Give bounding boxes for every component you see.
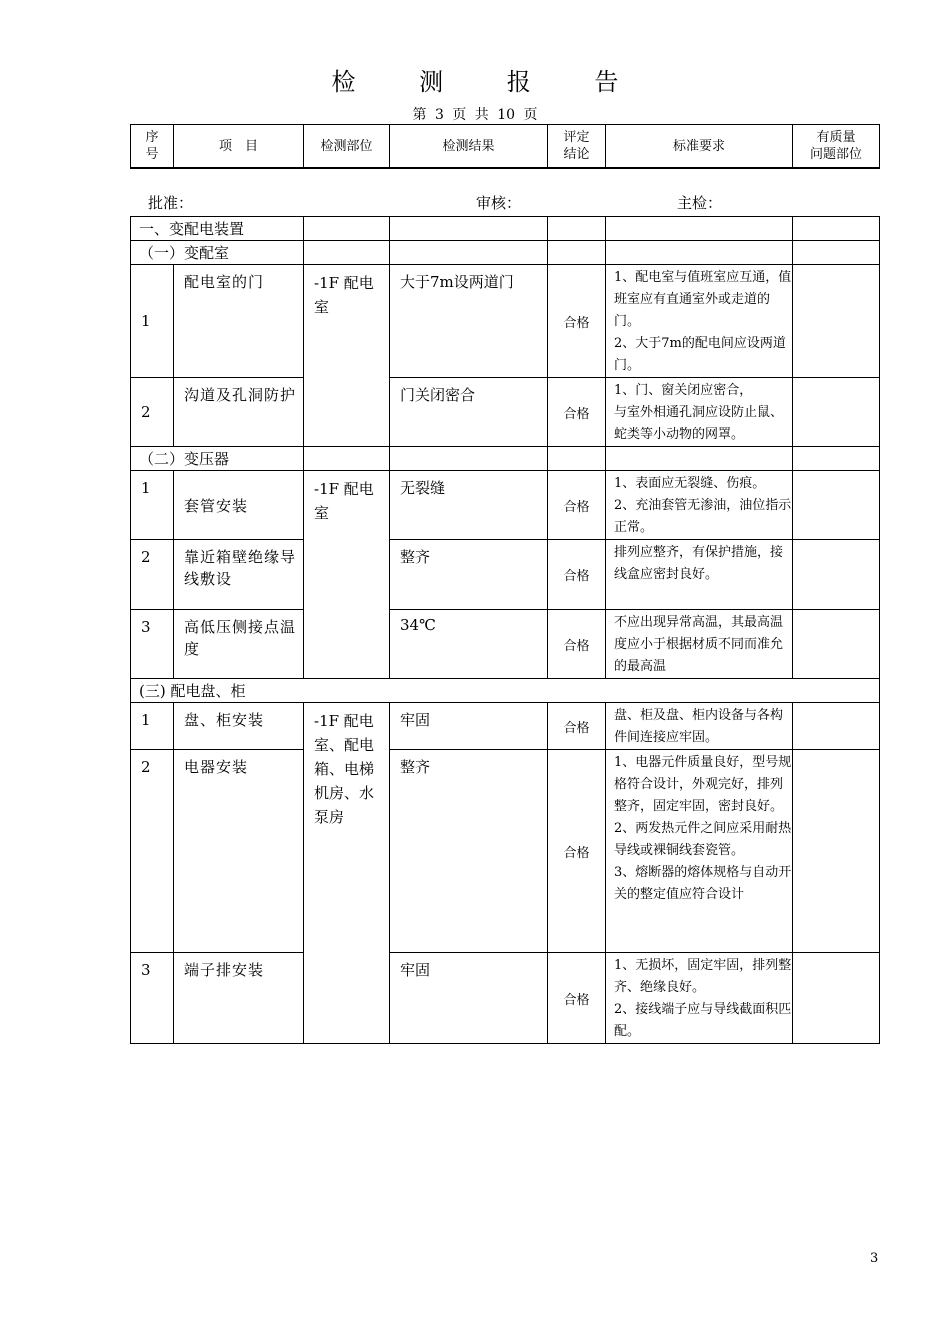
row-issue: [793, 610, 880, 679]
header-rating: 评定 结论: [548, 125, 606, 169]
table-row: [131, 610, 880, 679]
row-item: 套管安装: [174, 471, 304, 540]
row-item: 配电室的门: [174, 265, 304, 378]
row-result: 整齐: [390, 750, 548, 953]
row-location: -1F 配电室: [304, 471, 390, 679]
row-issue: [793, 265, 880, 378]
row-number: 3: [131, 953, 174, 1044]
row-rating: 合格: [548, 610, 606, 679]
table-row: [131, 703, 880, 750]
row-issue: [793, 471, 880, 540]
row-item: 电器安装: [174, 750, 304, 953]
inspection-table: [130, 216, 880, 1044]
row-number: 1: [131, 471, 174, 540]
row-rating: 合格: [548, 265, 606, 378]
row-result: 牢固: [390, 953, 548, 1044]
page-info: 第 3 页 共 10 页: [412, 107, 538, 123]
header-table: [130, 124, 880, 169]
row-number: 2: [131, 378, 174, 447]
table-row: [131, 540, 880, 610]
row-item: 端子排安装: [174, 953, 304, 1044]
row-item: 沟道及孔洞防护: [174, 378, 304, 447]
header-issue: 有质量 问题部位: [793, 125, 880, 169]
table-row: [131, 471, 880, 540]
row-standard: 不应出现异常高温，其最高温度应小于根据材质不同而准允的最高温: [606, 610, 793, 679]
row-issue: [793, 750, 880, 953]
row-standard: 排列应整齐，有保护措施，接线盒应密封良好。: [606, 540, 793, 610]
row-number: 3: [131, 610, 174, 679]
section-row: [131, 217, 880, 241]
header-item: 项 目: [174, 125, 304, 169]
row-result: 门关闭密合: [390, 378, 548, 447]
inspector-label: 主检：: [677, 194, 723, 212]
header-seq: 序 号: [131, 125, 174, 169]
section-title: （一）变配室: [131, 241, 304, 265]
row-location: -1F 配电室、配电箱、电梯机房、水泵房: [304, 703, 390, 1044]
table-row: [131, 378, 880, 447]
row-item: 靠近箱壁绝缘导线敷设: [174, 540, 304, 610]
row-number: 2: [131, 540, 174, 610]
row-result: 整齐: [390, 540, 548, 610]
row-issue: [793, 378, 880, 447]
row-standard: 1、无损坏，固定牢固，排列整齐、绝缘良好。 2、接线端子应与导线截面积匹配。: [606, 953, 793, 1044]
row-rating: 合格: [548, 378, 606, 447]
row-standard: 盘、柜及盘、柜内设备与各构件间连接应牢固。: [606, 703, 793, 750]
row-item: 盘、柜安装: [174, 703, 304, 750]
row-issue: [793, 953, 880, 1044]
row-standard: 1、门、窗关闭应密合， 与室外相通孔洞应设防止鼠、蛇类等小动物的网罩。: [606, 378, 793, 447]
row-rating: 合格: [548, 471, 606, 540]
header-location: 检测部位: [304, 125, 390, 169]
section-row: [131, 241, 880, 265]
row-rating: 合格: [548, 703, 606, 750]
header-result: 检测结果: [390, 125, 548, 169]
row-result: 34℃: [390, 610, 548, 679]
section-title: 一、变配电装置: [131, 217, 304, 241]
review-label: 审核：: [476, 194, 522, 212]
row-number: 1: [131, 265, 174, 378]
header-standard: 标准要求: [606, 125, 793, 169]
row-location: -1F 配电室: [304, 265, 390, 447]
row-number: 2: [131, 750, 174, 953]
table-row: [131, 953, 880, 1044]
row-result: 牢固: [390, 703, 548, 750]
row-issue: [793, 540, 880, 610]
row-rating: 合格: [548, 953, 606, 1044]
row-rating: 合格: [548, 750, 606, 953]
row-item: 高低压侧接点温度: [174, 610, 304, 679]
row-rating: 合格: [548, 540, 606, 610]
row-standard: 1、表面应无裂缝、伤痕。 2、充油套管无渗油，油位指示正常。: [606, 471, 793, 540]
report-title: 检 测 报 告: [331, 68, 647, 96]
row-standard: 1、电器元件质量良好，型号规格符合设计，外观完好，排列整齐，固定牢固，密封良好。 2、两发热元件之间应采用耐热导线或裸铜线套瓷管。 3、熔断器的熔体规格与自动开关的整定值应符合设计: [606, 750, 793, 953]
section-row: [131, 679, 880, 703]
section-row: [131, 447, 880, 471]
row-result: 大于7m设两道门: [390, 265, 548, 378]
table-row: [131, 265, 880, 378]
section-title: (三) 配电盘、柜: [131, 679, 880, 703]
approve-label: 批准：: [148, 194, 194, 212]
row-number: 1: [131, 703, 174, 750]
row-result: 无裂缝: [390, 471, 548, 540]
section-title: （二）变压器: [131, 447, 304, 471]
row-standard: 1、配电室与值班室应互通，值班室应有直通室外或走道的门。 2、大于7m的配电间应设两道门。: [606, 265, 793, 378]
row-issue: [793, 703, 880, 750]
table-row: [131, 750, 880, 953]
page-number: 3: [870, 1251, 879, 1266]
